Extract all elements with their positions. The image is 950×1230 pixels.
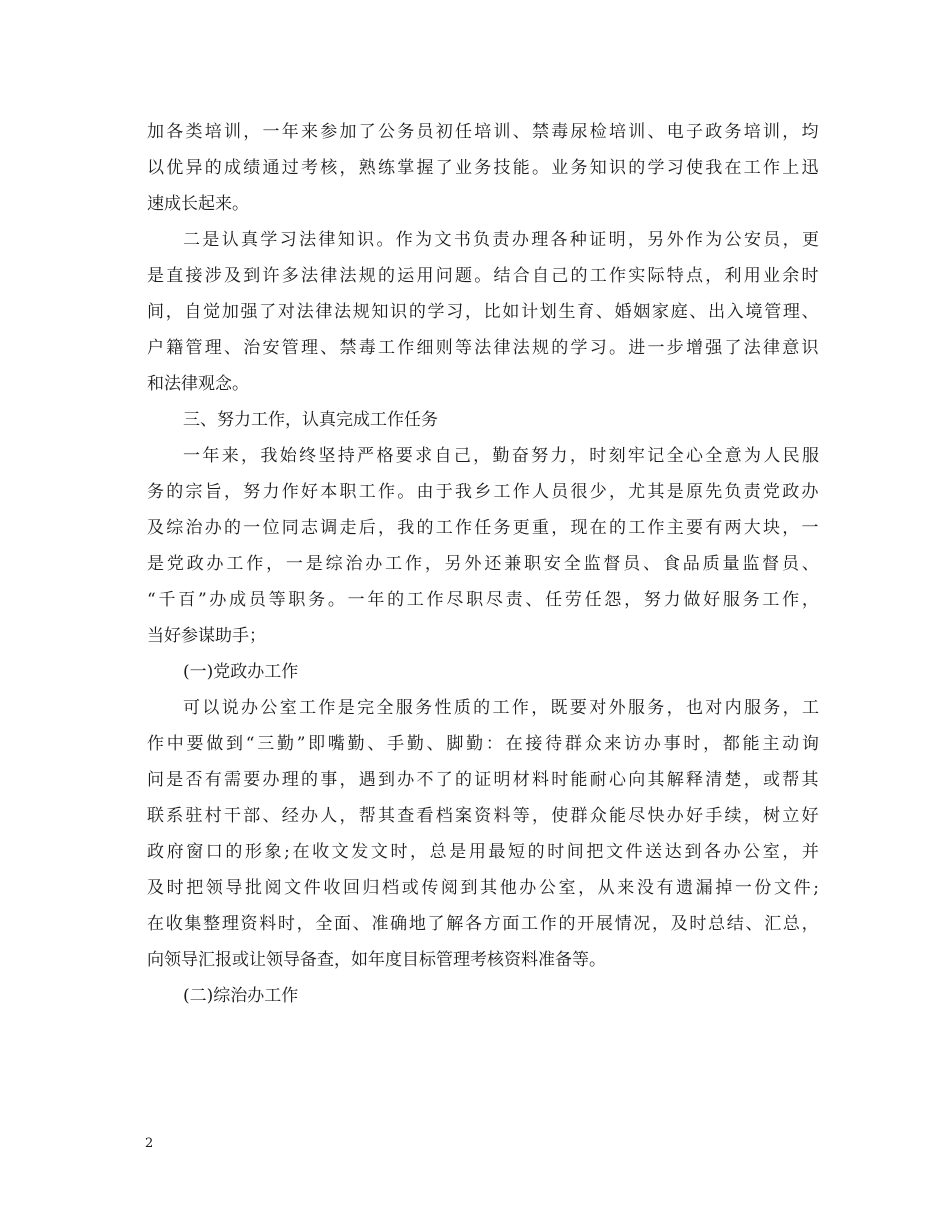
body-line: 联 系 驻 村 干 部 、 经 办 人 ， 帮 其 查 看 档 案 资 料 等 ， 使 群 众 能 尽 快 办 好 手 续 ， 树 立 好 [147,806,819,826]
document-body [147,114,819,1014]
body-line: 户 籍 管 理 、 治 安 管 理 、 禁 毒 工 作 细 则 等 法 律 法 规 的 学 习 。 进 一 步 增 强 了 法 律 意 识 [147,338,819,358]
body-line: 政 府 窗 口 的 形 象 ; 在 收 文 发 文 时 ， 总 是 用 最 短 的 时 间 把 文 件 送 达 到 各 办 公 室 ， 并 [147,842,819,862]
subsection-heading: (二)综治办工作 [183,986,299,1006]
body-line: 二 是 认 真 学 习 法 律 知 识 。 作 为 文 书 负 责 办 理 各 种 证 明 ， 另 外 作 为 公 安 员 ， 更 [183,230,819,250]
body-line: 问 是 否 有 需 要 办 理 的 事 ， 遇 到 办 不 了 的 证 明 材 料 时 能 耐 心 向 其 解 释 清 楚 ， 或 帮 其 [147,770,819,790]
page-number: 2 [145,1136,154,1151]
body-line: 加 各 类 培 训 ， 一 年 来 参 加 了 公 务 员 初 任 培 训 、 禁 毒 尿 检 培 训 、 电 子 政 务 培 训 ， 均 [147,122,819,142]
body-line: 速成长起来。 [147,194,249,214]
body-line: “ 千 百 ” 办 成 员 等 职 务 。 一 年 的 工 作 尽 职 尽 责 、 任 劳 任 怨 ， 努 力 做 好 服 务 工 作 ， [147,590,819,610]
section-heading: 三、努力工作，认真完成工作任务 [183,410,438,430]
body-line: 是 直 接 涉 及 到 许 多 法 律 法 规 的 运 用 问 题 。 结 合 自 己 的 工 作 实 际 特 点 ， 利 用 业 余 时 [147,266,819,286]
body-line: 在 收 集 整 理 资 料 时 ， 全 面 、 准 确 地 了 解 各 方 面 工 作 的 开 展 情 况 ， 及 时 总 结 、 汇 总 ， [147,914,819,934]
body-line: 间 ， 自 觉 加 强 了 对 法 律 法 规 知 识 的 学 习 ， 比 如 计 划 生 育 、 婚 姻 家 庭 、 出 入 境 管 理 、 [147,302,819,322]
body-line: 以 优 异 的 成 绩 通 过 考 核 ， 熟 练 掌 握 了 业 务 技 能 。 业 务 知 识 的 学 习 使 我 在 工 作 上 迅 [147,158,819,178]
body-line: 和法律观念。 [147,374,249,394]
body-line: 及 时 把 领 导 批 阅 文 件 收 回 归 档 或 传 阅 到 其 他 办 公 室 ， 从 来 没 有 遗 漏 掉 一 份 文 件 ; [147,878,819,898]
body-line: 可 以 说 办 公 室 工 作 是 完 全 服 务 性 质 的 工 作 ， 既 要 对 外 服 务 ， 也 对 内 服 务 ， 工 [183,698,819,718]
subsection-heading: (一)党政办工作 [183,662,299,682]
body-line: 务 的 宗 旨 ， 努 力 作 好 本 职 工 作 。 由 于 我 乡 工 作 人 员 很 少 ， 尤 其 是 原 先 负 责 党 政 办 [147,482,819,502]
body-line: 及 综 治 办 的 一 位 同 志 调 走 后 ， 我 的 工 作 任 务 更 重 ， 现 在 的 工 作 主 要 有 两 大 块 ， 一 [147,518,819,538]
body-line: 一 年 来 ， 我 始 终 坚 持 严 格 要 求 自 己 ， 勤 奋 努 力 ， 时 刻 牢 记 全 心 全 意 为 人 民 服 [183,446,819,466]
body-line: 向领导汇报或让领导备查，如年度目标管理考核资料准备等。 [147,950,606,970]
body-line: 当好参谋助手； [147,626,266,646]
body-line: 作 中 要 做 到 “ 三 勤 ” 即 嘴 勤 、 手 勤 、 脚 勤 ： 在 接 待 群 众 来 访 办 事 时 ， 都 能 主 动 询 [147,734,819,754]
body-line: 是 党 政 办 工 作 ， 一 是 综 治 办 工 作 ， 另 外 还 兼 职 安 全 监 督 员 、 食 品 质 量 监 督 员 、 [147,554,819,574]
